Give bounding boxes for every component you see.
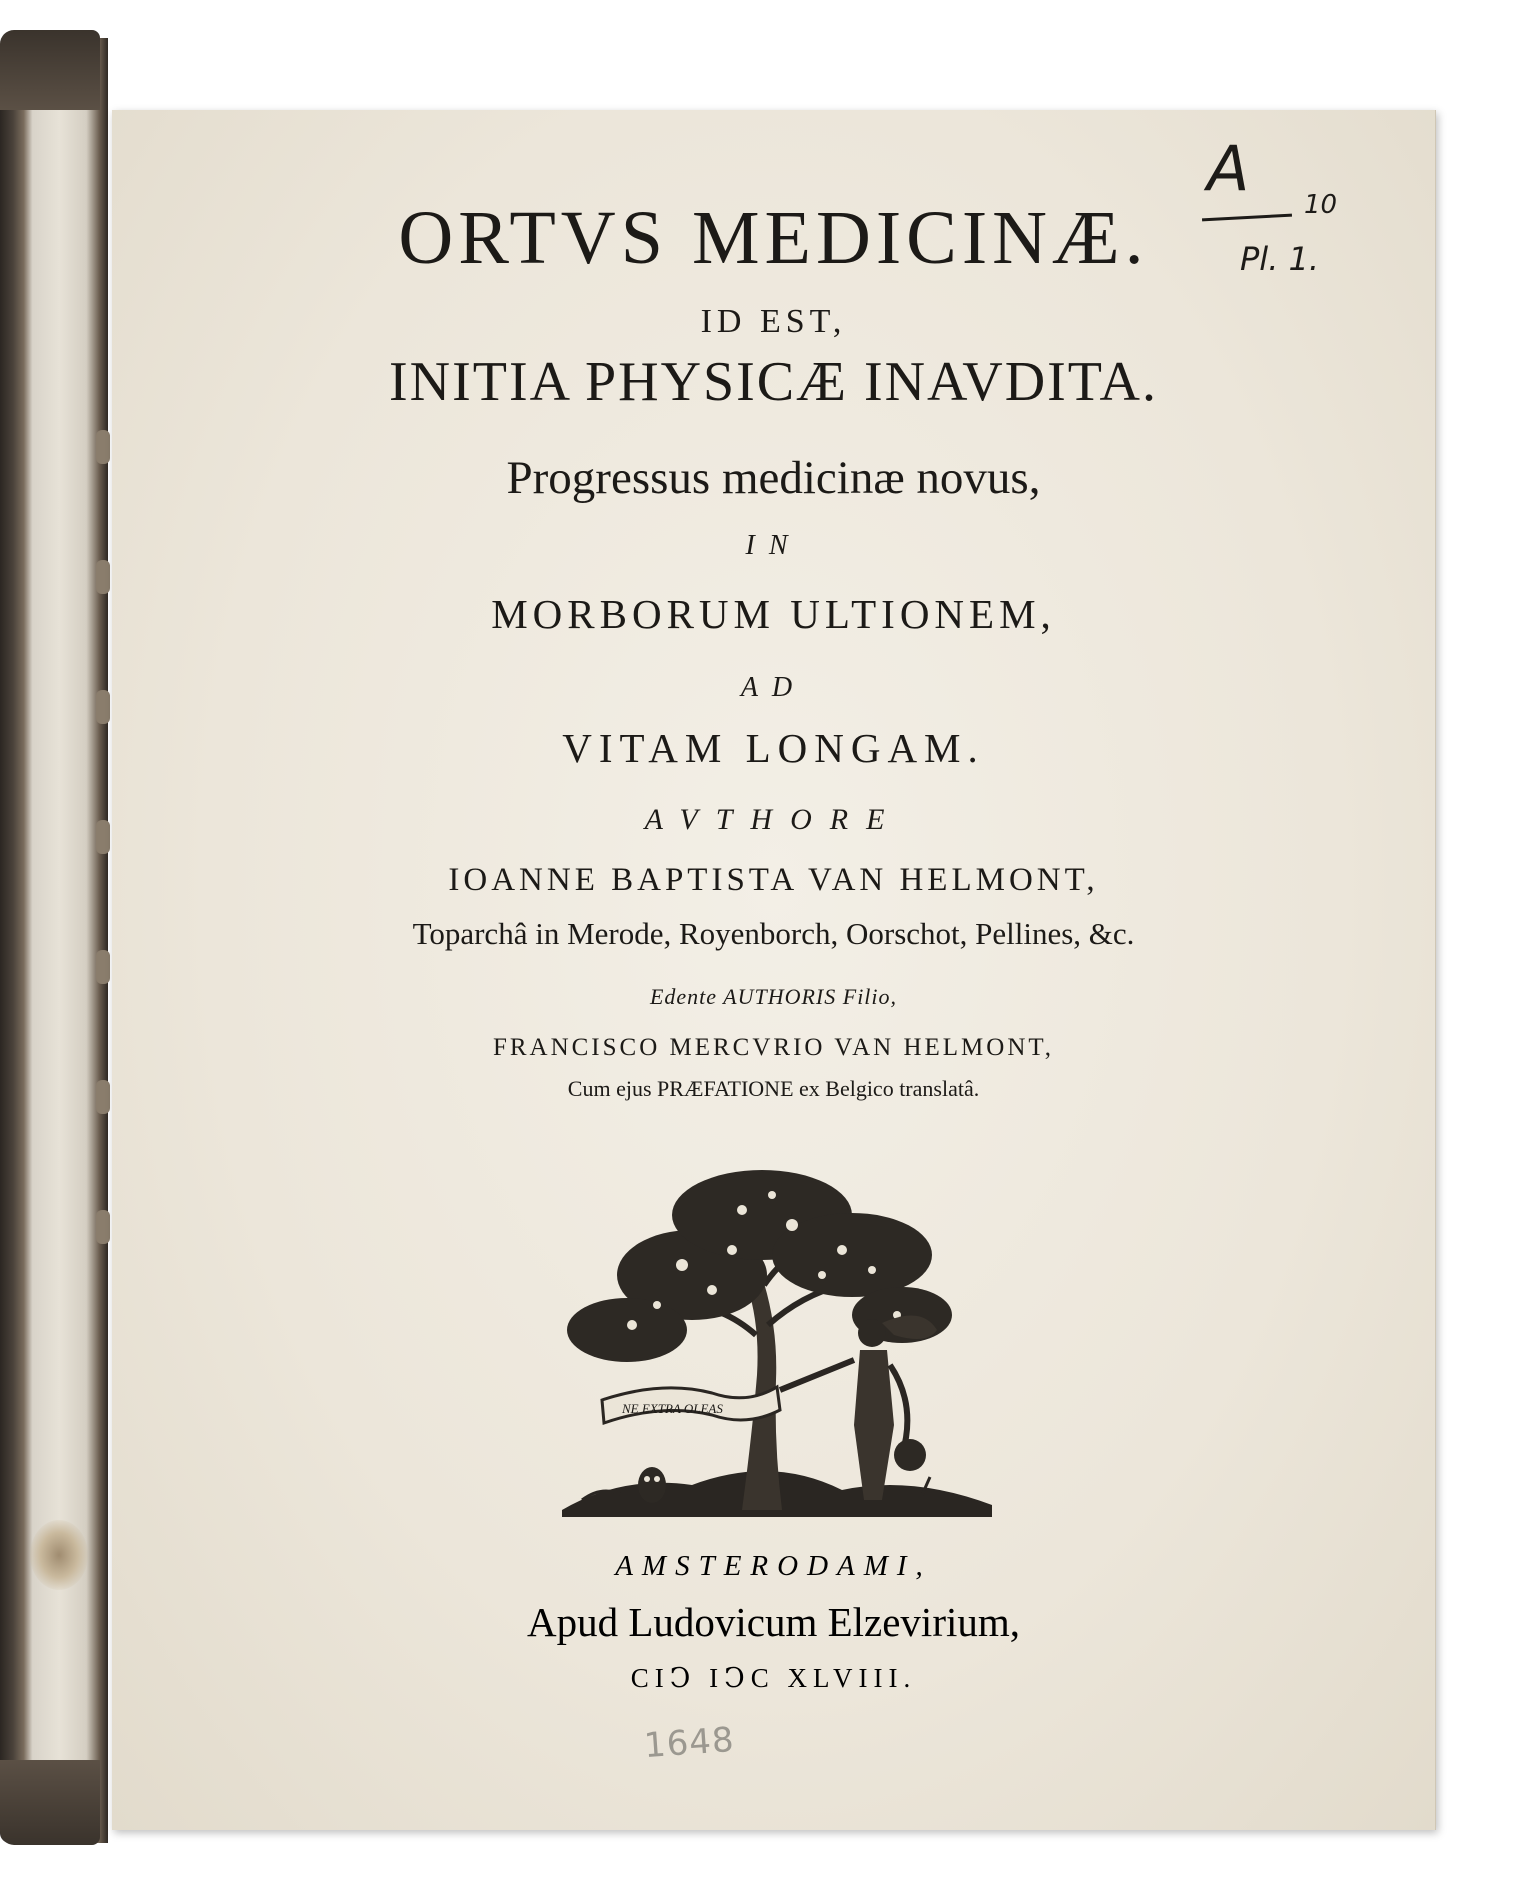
imprint-place: AMSTERODAMI, [615,1550,932,1582]
title-line-id-est: ID EST, [700,303,847,340]
author-name: IOANNE BAPTISTA VAN HELMONT, [448,862,1099,898]
binding-stitch [96,1080,110,1114]
imprint-publisher: Apud Ludovicum Elzevirium, [526,1599,1021,1645]
shelfmark-sub: Pl. 1. [1240,240,1320,278]
preface-note: Cum ejus PRÆFATIONE ex Belgico translatâ. [567,1076,980,1101]
binding-stitch [96,690,110,724]
paper-stain [30,1520,88,1590]
spine-head [0,30,100,110]
binding-stitch [96,430,110,464]
binding-stitch [96,820,110,854]
printers-device-icon [542,1155,1012,1535]
title-line-vitam: VITAM LONGAM. [562,725,985,771]
title-line-morborum: MORBORUM ULTIONEM, [491,591,1056,637]
editor-name: FRANCISCO MERCVRIO VAN HELMONT, [492,1034,1055,1061]
pencil-date-annotation: 1648 [642,1719,736,1767]
shelfmark-letter: A [1207,132,1250,205]
editor-label: Edente AUTHORIS Filio, [649,984,898,1009]
title-line-in: IN [745,530,802,561]
binding-stitch [96,560,110,594]
main-title: ORTVS MEDICINÆ. [398,196,1149,280]
subtitle: INITIA PHYSICÆ INAVDITA. [389,351,1158,413]
shelfmark-number: 10 [1304,190,1338,220]
imprint-year: CIↃ IↃC XLVIII. [630,1663,917,1693]
title-line-ad: AD [740,672,807,703]
binding-stitch [96,950,110,984]
title-page [112,110,1436,1830]
spine-tail [0,1760,100,1845]
binding-stitch [96,1210,110,1244]
subtitle-progressus: Progressus medicinæ novus, [506,452,1041,504]
author-label: AVTHORE [644,803,903,836]
author-titles: Toparchâ in Merode, Royenborch, Oorschot, Pellines, &c. [412,916,1135,951]
device-motto: NE EXTRA OLEAS [622,1401,723,1416]
